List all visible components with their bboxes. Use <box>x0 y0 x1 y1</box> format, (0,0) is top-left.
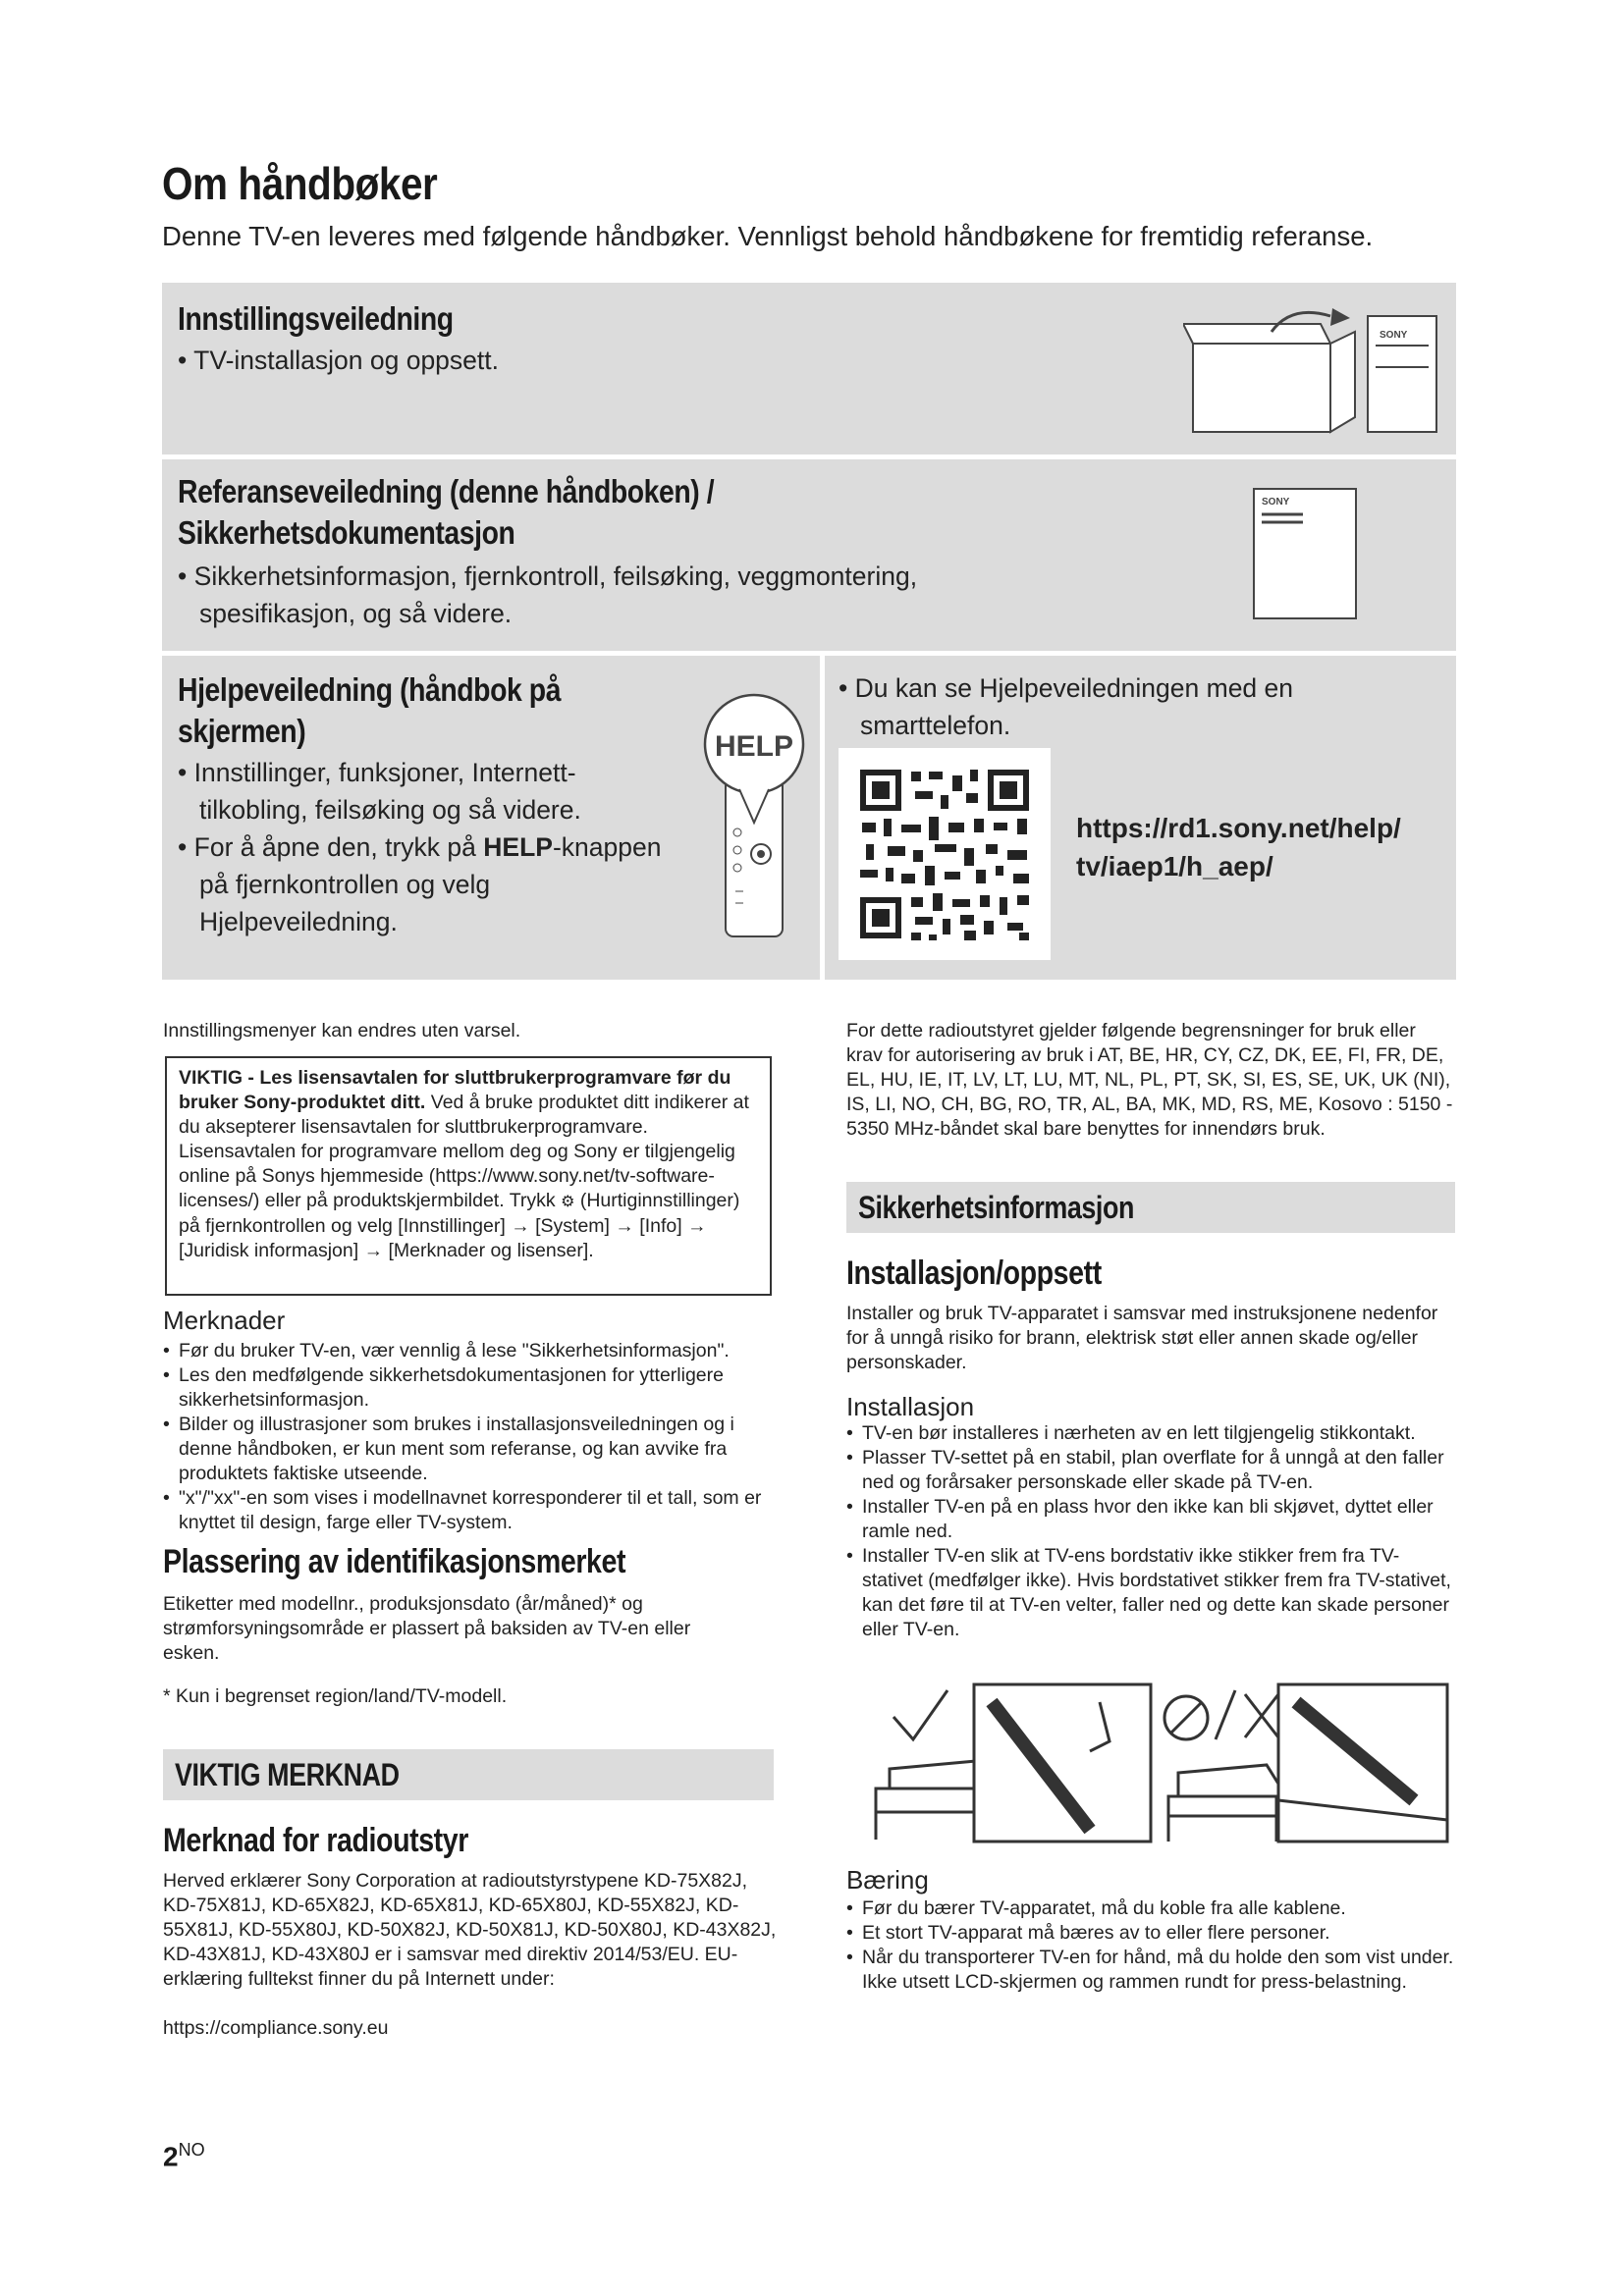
list-item: • Installer TV-en slik at TV-ens bordstativ ikke stikker frem fra TV-stativet (medfølger ikke). Hvis bordstativet stikker frem fra TV-stativet, kan det føre til at TV-en velter, faller ned og dette kan skade personer eller TV-en. <box>846 1544 1455 1642</box>
help-guide-title-line2: skjermen) <box>178 713 306 749</box>
radio-heading: Merknad for radioutstyr <box>163 1822 468 1859</box>
list-item: • Les den medfølgende sikkerhetsdokumentasjonen for ytterligere sikkerhetsinformasjon. <box>163 1363 777 1413</box>
page-title: Om håndbøker <box>162 158 438 209</box>
radio-body: Herved erklærer Sony Corporation at radioutstyrstypene KD-75X82J, KD-75X81J, KD-65X82J, KD-65X81J, KD-65X80J, KD-55X82J, KD-55X81J, KD-55X80J, KD-50X82J, KD-50X81J, KD-50X80J, KD-43X82J, KD-43X81J, KD-43X80J er i samsvar med direktiv 2014/53/EU. EU-erklæring fulltekst finner du på Internett under: <box>163 1870 777 1990</box>
list-item: • "x"/"xx"-en som vises i modellnavnet korresponderer til et tall, som er knyttet til design, farge eller TV-system. <box>163 1486 777 1535</box>
safety-info-label: Sikkerhetsinformasjon <box>858 1190 1134 1225</box>
help-button-label: HELP <box>714 730 794 763</box>
smartphone-box <box>825 656 1456 980</box>
carrying-heading: Bæring <box>846 1865 929 1895</box>
reference-manual-illustration <box>1252 487 1360 624</box>
smartphone-text: • Du kan se Hjelpeveiledningen med en smarttelefon. <box>839 673 1294 740</box>
list-item: • Før du bærer TV-apparatet, må du koble fra alle kablene. <box>846 1896 1455 1921</box>
important-notice-bar <box>163 1749 774 1800</box>
reference-guide-title-line2: Sikkerhetsdokumentasjon <box>178 514 515 551</box>
box-unpacking-illustration <box>1183 304 1438 442</box>
installation-list <box>846 1421 1455 1642</box>
list-item: • Når du transporterer TV-en for hånd, må du holde den som vist under. Ikke utsett LCD-skjermen og rammen rundt for press-belastning. <box>846 1946 1455 1995</box>
setup-guide-box <box>162 283 1456 454</box>
installation-heading: Installasjon <box>846 1392 975 1421</box>
list-item: • Installer TV-en på en plass hvor den ikke kan bli skjøvet, dyttet eller ramle ned. <box>846 1495 1455 1544</box>
setup-guide-title: Innstillingsveiledning <box>178 300 454 337</box>
gear-icon: ⚙ <box>561 1194 575 1210</box>
reference-guide-box <box>162 459 1456 651</box>
reference-guide-bullet: • Sikkerhetsinformasjon, fjernkontroll, feilsøking, veggmontering, spesifikasjon, og så videre. <box>178 561 918 628</box>
reference-guide-title-line1: Referanseveiledning (denne håndboken) / <box>178 473 715 509</box>
placement-body: Etiketter med modellnr., produksjonsdato (år/måned)* og strømforsyningsområde er plassert på baksiden av TV-en eller esken. <box>163 1593 691 1664</box>
setup-illustration-label: SONY <box>1380 330 1408 341</box>
help-url[interactable]: https://rd1.sony.net/help/ tv/iaep1/h_aep/ <box>1076 813 1401 881</box>
license-notice-box <box>165 1056 772 1296</box>
remote-help-illustration <box>700 685 808 940</box>
notes-list <box>163 1339 777 1535</box>
qr-code[interactable] <box>839 748 1051 960</box>
setup-guide-bullet: • TV-installasjon og oppsett. <box>178 346 499 375</box>
page-number: $2^{NO}$ <box>163 2140 205 2172</box>
list-item: • TV-en bør installeres i nærheten av en lett tilgjengelig stikkontakt. <box>846 1421 1455 1446</box>
list-item: • Et stort TV-apparat må bæres av to eller flere personer. <box>846 1921 1455 1946</box>
tv-stand-illustration <box>854 1682 1453 1849</box>
menu-change-note: Innstillingsmenyer kan endres uten varsel. <box>163 1020 521 1041</box>
license-notice-bold: VIKTIG - Les lisensavtalen for sluttbrukerprogramvare før du bruker Sony-produktet ditt. <box>179 1067 731 1113</box>
list-item: • Plasser TV-settet på en stabil, plan overflate for å unngå at den faller ned og forårsaker personskade eller skade på TV-en. <box>846 1446 1455 1495</box>
reference-illustration-label: SONY <box>1262 497 1290 507</box>
important-notice-label: VIKTIG MERKNAD <box>175 1757 400 1792</box>
install-setup-body: Installer og bruk TV-apparatet i samsvar med instruksjonene nedenfor for å unngå risiko for brann, elektrisk støt eller annen skade og/eller personskader. <box>846 1303 1438 1373</box>
help-guide-box <box>162 656 820 980</box>
license-notice-body: Ved å bruke produktet ditt indikerer at du aksepterer lisensavtalen for sluttbrukerprogramvare. Lisensavtalen for programvare mellom deg og Sony er tilgjengelig online på Sonys hjemmeside (https://www.sony.net/tv-software-licenses/) eller på produktskjermbildet. Trykk <box>179 1092 749 1211</box>
cross-icon <box>1245 1694 1278 1737</box>
help-guide-bullets: • Innstillinger, funksjoner, Internett- tilkobling, feilsøking og så videre. • For å åpne den, trykk på HELP-knappen på fjernkontrollen og velg Hjelpeveiledning. <box>178 758 662 936</box>
license-notice-quick: (Hurtiginnstillinger) på fjernkontrollen og velg [Innstillinger] → [System] → [Info] → [Juridisk informasjon] → [Merknader og lisenser]. <box>179 1190 740 1261</box>
install-setup-heading: Installasjon/oppsett <box>846 1255 1102 1292</box>
check-icon <box>893 1690 947 1739</box>
page-intro: Denne TV-en leveres med følgende håndbøker. Vennligst behold håndbøkene for fremtidig referanse. <box>162 221 1374 251</box>
notes-heading: Merknader <box>163 1306 286 1335</box>
placement-heading: Plassering av identifikasjonsmerket <box>163 1543 626 1580</box>
help-guide-title-line1: Hjelpeveiledning (håndbok på <box>178 671 562 708</box>
radio-restriction: For dette radioutstyret gjelder følgende begrensninger for bruk eller krav for autorisering av bruk i AT, BE, HR, CY, CZ, DK, EE, FI, FR, DE, EL, HU, IE, IT, LV, LT, LU, MT, NL, PL, PT, SK, SI, ES, SE, UK, UK (NI), IS, LI, NO, CH, BG, RO, TR, AL, BA, MK, MD, RS, ME, Kosovo : 5150 - 5350 MHz-båndet skal bare benyttes for innendørs bruk. <box>846 1020 1453 1140</box>
carrying-list <box>846 1896 1455 1995</box>
safety-info-bar <box>846 1182 1455 1233</box>
list-item: • Før du bruker TV-en, vær vennlig å lese "Sikkerhetsinformasjon". <box>163 1339 777 1363</box>
list-item: • Bilder og illustrasjoner som brukes i installasjonsveiledningen og i denne håndboken, er kun ment som referanse, og kan avvike fra produktets faktiske utseende. <box>163 1413 777 1486</box>
compliance-link[interactable]: https://compliance.sony.eu <box>163 2017 389 2039</box>
placement-footnote: * Kun i begrenset region/land/TV-modell. <box>163 1685 508 1707</box>
